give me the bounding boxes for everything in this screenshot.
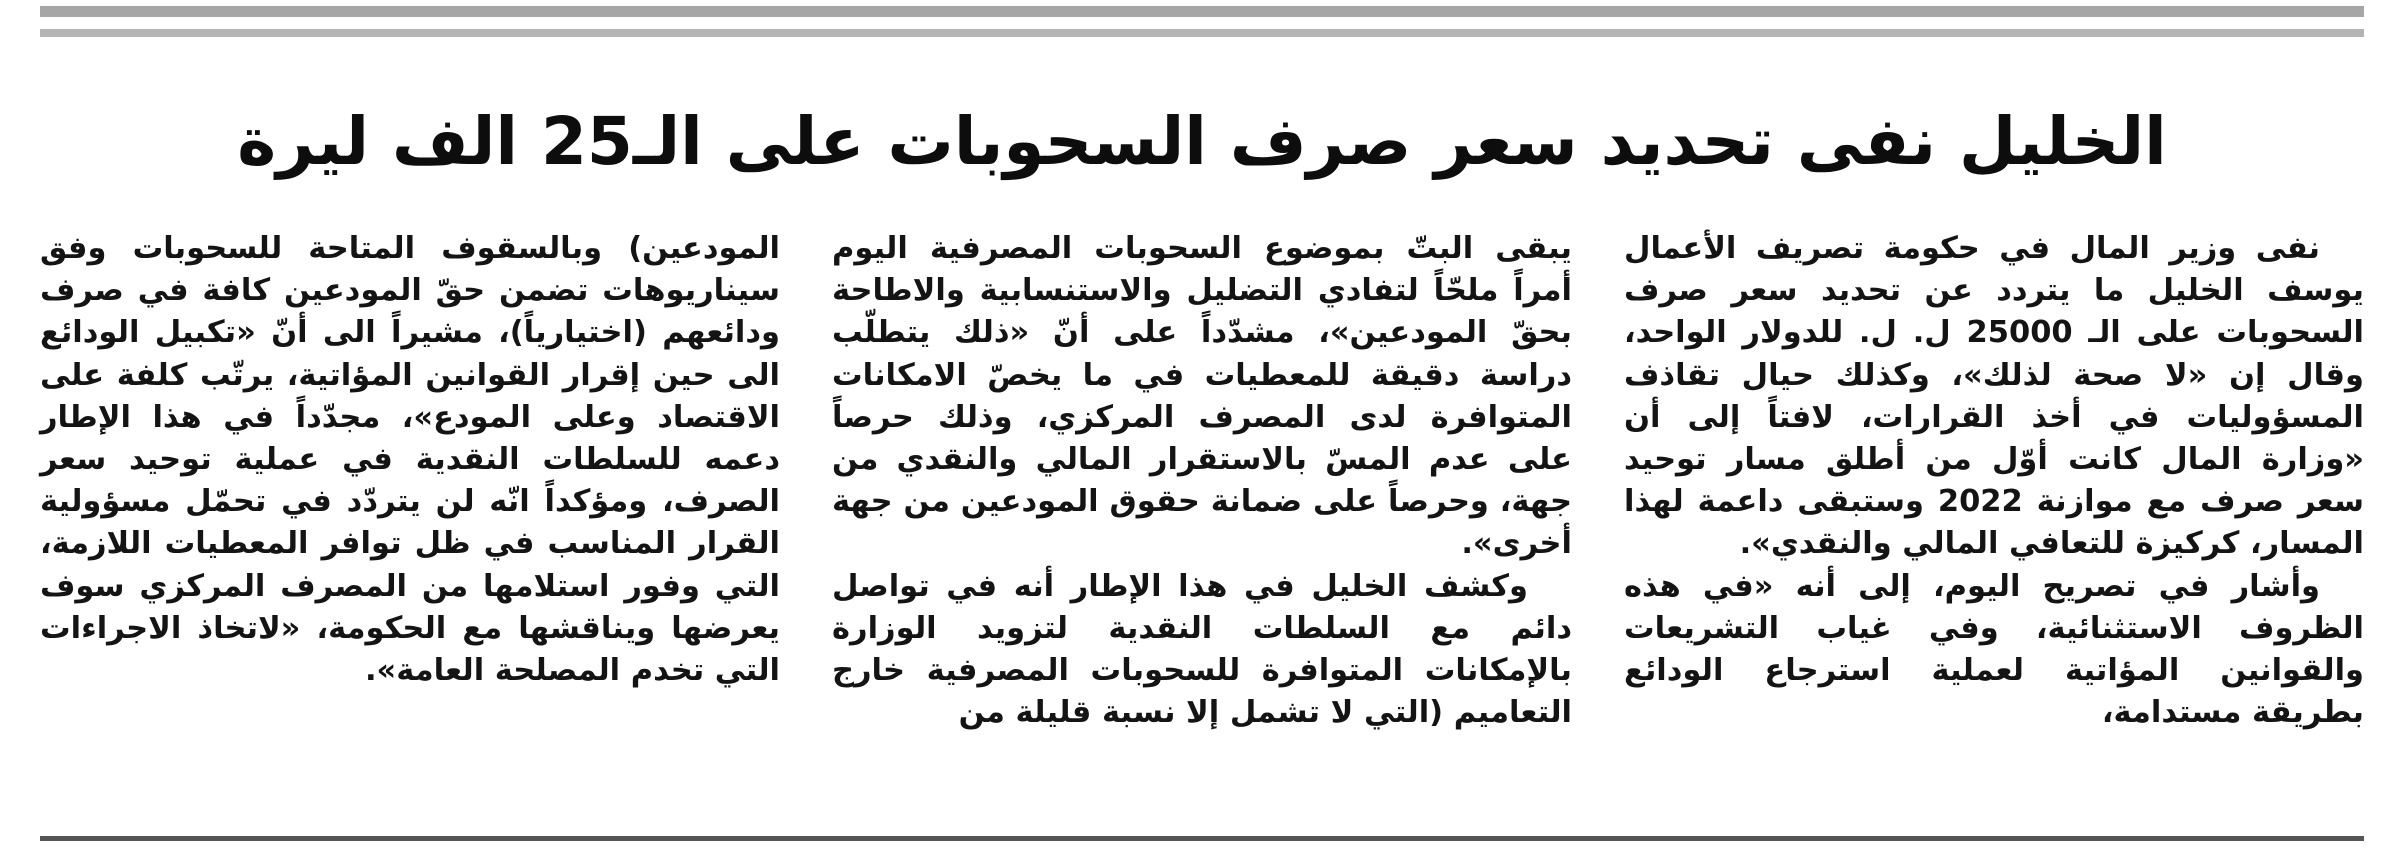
column-1-paragraph-2: وأشار في تصريح اليوم، إلى أنه «في هذه الظروف الاستثنائية، وفي غياب التشريعات والقوانين المؤاتية لعملية استرجاع الودائع بطريقة مستدامة، [1624, 568, 2364, 731]
article-column-2 [832, 228, 1572, 734]
column-2-paragraph-1: يبقى البتّ بموضوع السحوبات المصرفية اليوم أمراً ملحّاً لتفادي التضليل والاستنسابية والاطاحة بحقّ المودعين»، مشدّداً على أنّ «ذلك يتطلّب دراسة دقيقة للمعطيات في ما يخصّ الامكانات المتوافرة لدى المصرف المركزي، وذلك حرصاً على عدم المسّ بالاستقرار المالي والنقدي من جهة، وحرصاً على ضمانة حقوق المودعين من جهة أخرى». [832, 231, 1572, 562]
top-rule-thin [40, 29, 2364, 37]
article-headline: الخليل نفى تحديد سعر صرف السحوبات على الـ25 الف ليرة [237, 103, 2167, 180]
column-2-paragraph-2: وكشف الخليل في هذا الإطار أنه في تواصل دائم مع السلطات النقدية لتزويد الوزارة بالإمكانات المتوافرة للسحوبات المصرفية خارج التعاميم (التي لا تشمل إلا نسبة قليلة من [832, 568, 1572, 731]
article-column-3 [40, 228, 780, 692]
top-rule-thick [40, 6, 2364, 17]
column-1-paragraph-1: نفى وزير المال في حكومة تصريف الأعمال يوسف الخليل ما يتردد عن تحديد سعر صرف السحوبات على الـ 25000 ل. ل. للدولار الواحد، وقال إن «لا صحة لذلك»، وكذلك حيال تقاذف المسؤوليات في أخذ القرارات، لافتاً إلى أن «وزارة المال كانت أوّل من أطلق مسار توحيد سعر صرف مع موازنة 2022 وستبقى داعمة لهذا المسار، كركيزة للتعافي المالي والنقدي». [1624, 231, 2365, 562]
bottom-rule [40, 836, 2364, 841]
article-column-1 [1624, 228, 2364, 734]
column-3-paragraph-1: المودعين) وبالسقوف المتاحة للسحوبات وفق سيناريوهات تضمن حقّ المودعين كافة في صرف ودائعهم (اختيارياً)، مشيراً الى أنّ «تكبيل الودائع الى حين إقرار القوانين المؤاتية، يرتّب كلفة على الاقتصاد وعلى المودع»، مجدّداً في هذا الإطار دعمه للسلطات النقدية في عملية توحيد سعر الصرف، ومؤكداً انّه لن يتردّد في تحمّل مسؤولية القرار المناسب في ظل توافر المعطيات اللازمة، التي وفور استلامها من المصرف المركزي سوف يعرضها ويناقشها مع الحكومة، «لاتخاذ الاجراءات التي تخدم المصلحة العامة». [40, 231, 780, 689]
